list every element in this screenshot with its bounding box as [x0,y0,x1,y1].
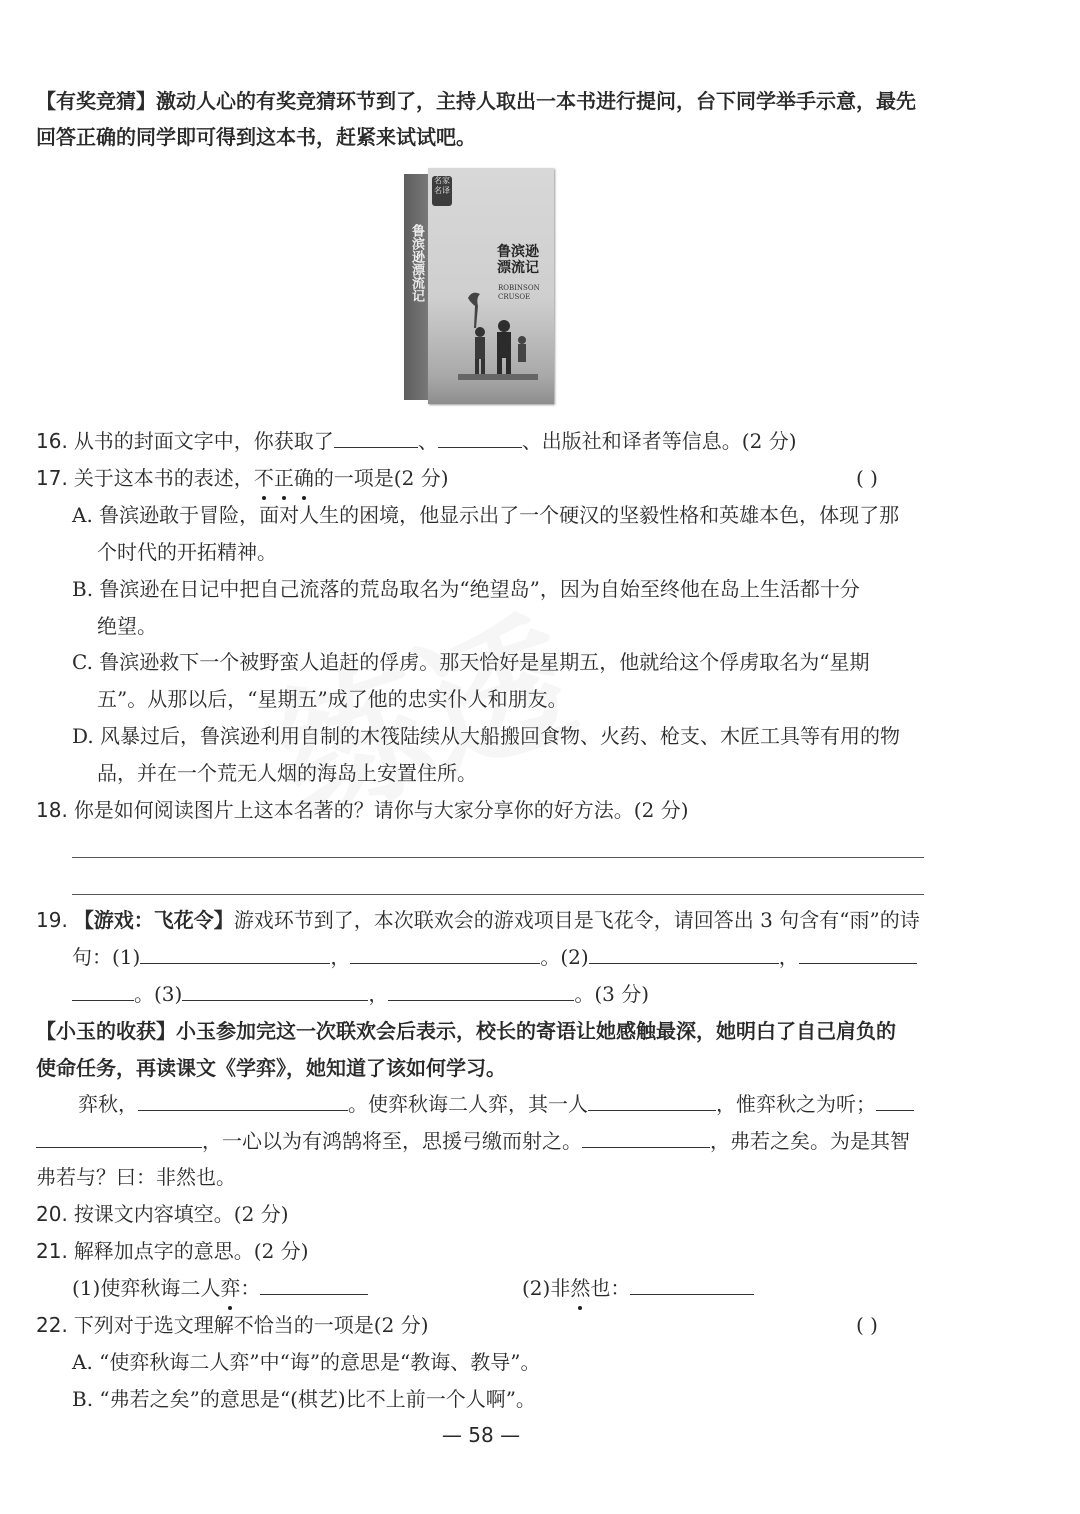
game-heading: 【游戏：飞花令】 [73,908,234,932]
option-17-c: C. 鲁滨逊救下一个被野蛮人追赶的俘虏。那天恰好是星期五，他就给这个俘虏取名为“星期 [72,650,870,674]
option-17-c-cont: 五”。从那以后，“星期五”成了他的忠实仆人和朋友。 [97,687,568,711]
answer-blank[interactable] [589,943,779,964]
option-17-a: A. 鲁滨逊敢于冒险，面对人生的困境，他显示出了一个硬汉的坚毅性格和英雄本色，体现了那 [72,503,900,527]
question-17: 17. 关于这本书的表述，不正确的一项是(2 分) [36,463,449,493]
answer-blank[interactable] [36,1127,202,1148]
book-spine-title: 鲁滨逊漂流记 [409,224,424,302]
question-19-line-3: 。(3) ， 。(3 分) [72,979,649,1009]
book-front [428,168,554,404]
option-17-b-cont: 绝望。 [97,614,157,638]
passage-line-1: 弈秋， 。使弈秋诲二人弈，其一人 ，惟弈秋之为听； [78,1089,914,1119]
answer-blank[interactable] [260,1274,368,1295]
answer-paren-17[interactable]: ( ) [856,466,878,490]
intro-line-2: 回答正确的同学即可得到这本书，赶紧来试试吧。 [36,125,476,149]
answer-blank[interactable] [799,943,917,964]
question-22: 22. 下列对于选文理解不恰当的一项是(2 分) [36,1313,429,1337]
passage-line-2: ，一心以为有鸿鹄将至，思援弓缴而射之。 ，弗若之矣。为是其智 [36,1126,910,1156]
question-21-item-2: (2)非然也： [522,1273,754,1303]
xiaoyu-line-2: 使命任务，再读课文《学弈》，她知道了该如何学习。 [36,1056,506,1080]
answer-line[interactable] [72,857,924,858]
book-spine [404,174,430,400]
answer-blank[interactable] [182,980,368,1001]
xiaoyu-line-1: 【小玉的收获】小玉参加完这一次联欢会后表示，校长的寄语让她感触最深，她明白了自己肩负的 [36,1019,896,1043]
xiaoyu-heading: 【小玉的收获】 [36,1019,176,1043]
option-17-d-cont: 品，并在一个荒无人烟的海岛上安置住所。 [97,761,477,785]
page-number: — 58 — [441,1423,521,1447]
dotted-char: 然 [570,1273,590,1303]
intro-heading: 【有奖竞猜】 [36,89,156,113]
option-17-b: B. 鲁滨逊在日记中把自己流落的荒岛取名为“绝望岛”，因为自始至终他在岛上生活都十分 [72,577,860,601]
answer-blank[interactable] [72,980,134,1001]
answer-paren-22[interactable]: ( ) [856,1313,878,1337]
question-19-line-2: 句：(1) ， 。(2) ， [72,942,917,972]
dotted-char: 弈 [220,1273,240,1303]
dotted-char: 不 [254,463,274,493]
answer-blank[interactable] [588,1090,716,1111]
dotted-char: 正 [274,463,294,493]
book-illustration [458,288,538,380]
option-22-b: B. “弗若之矣”的意思是“(棋艺)比不上前一个人啊”。 [72,1387,536,1411]
question-21: 21. 解释加点字的意思。(2 分) [36,1239,309,1263]
question-16: 16. 从书的封面文字中，你获取了 、 、出版社和译者等信息。(2 分) [36,429,797,453]
answer-blank[interactable] [140,943,330,964]
book-subtitle: ROBINSON CRUSOE [498,284,540,301]
book-front-title: 鲁滨逊漂流记 [497,244,539,276]
question-21-item-1: (1)使弈秋诲二人弈： [72,1273,368,1303]
book-cover-image [404,168,554,404]
intro-line-1: 【有奖竞猜】激动人心的有奖竞猜环节到了，主持人取出一本书进行提问，台下同学举手示意，最先 [36,89,916,113]
answer-blank[interactable] [630,1274,754,1295]
option-22-a: A. “使弈秋诲二人弈”中“诲”的意思是“教诲、教导”。 [72,1350,541,1374]
option-17-a-cont: 个时代的开拓精神。 [97,540,277,564]
question-19: 19. 【游戏：飞花令】游戏环节到了，本次联欢会的游戏项目是飞花令，请回答出 3 句含有“雨”的诗 [36,908,920,932]
option-17-d: D. 风暴过后，鲁滨逊利用自制的木筏陆续从大船搬回食物、火药、枪支、木匠工具等有用的物 [72,724,901,748]
answer-blank[interactable] [582,1127,710,1148]
dotted-char: 确 [294,463,314,493]
answer-blank[interactable] [438,427,522,448]
answer-blank[interactable] [334,427,418,448]
answer-blank[interactable] [876,1090,914,1111]
answer-line[interactable] [72,894,924,895]
book-badge: 名家名译 [432,176,452,206]
answer-blank[interactable] [388,980,574,1001]
answer-blank[interactable] [138,1090,348,1111]
question-18: 18. 你是如何阅读图片上这本名著的？请你与大家分享你的好方法。(2 分) [36,798,689,822]
passage-line-3: 弗若与？曰：非然也。 [36,1165,236,1189]
question-20: 20. 按课文内容填空。(2 分) [36,1202,289,1226]
answer-blank[interactable] [350,943,540,964]
